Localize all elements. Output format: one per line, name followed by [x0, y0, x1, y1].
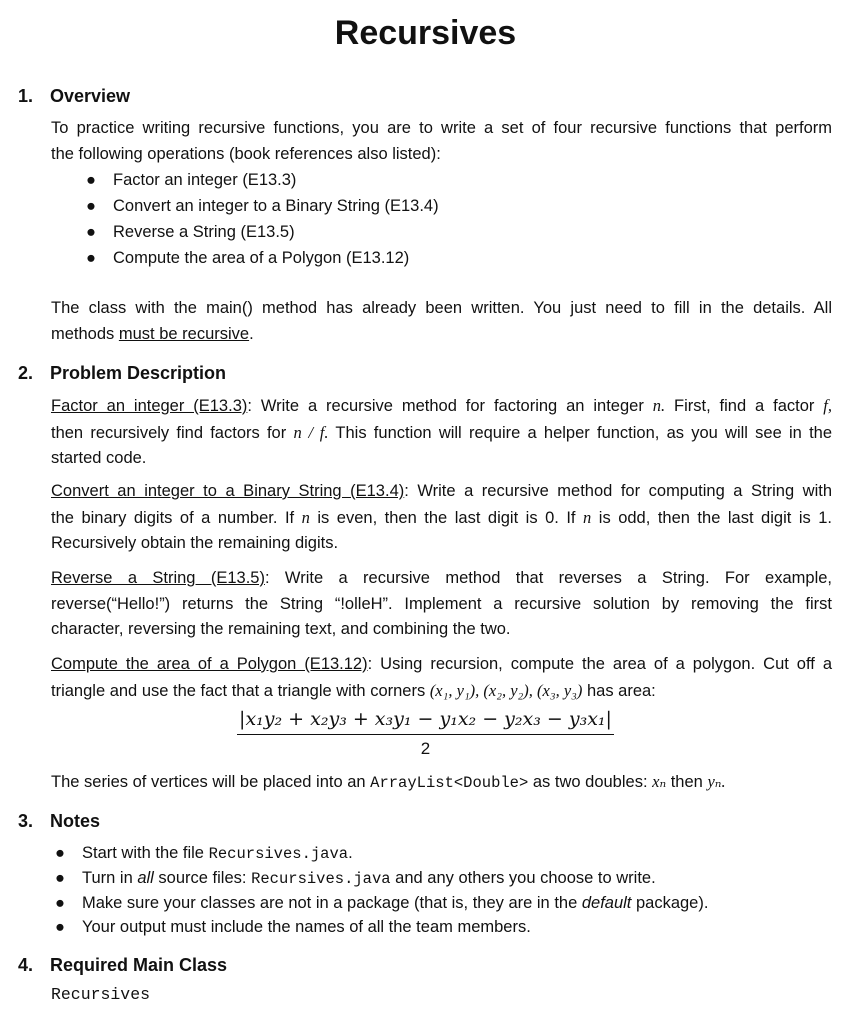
bullet-icon: ●	[86, 223, 96, 241]
vertices-note: The series of vertices will be placed into an ArrayList<Double> as two doubles: xₙ then yₙ.	[51, 772, 726, 792]
reverse-paragraph: Reverse a String (E13.5): Write a recursive method that reverses a String. For example, reverse(“Hello!”) returns the String “!olleH”. Implement a recursive solution by removing the first character, reversing the remaining text, and combining the two.	[51, 569, 833, 638]
section-heading-problem: 2. Problem Description	[18, 363, 227, 383]
bullet-icon: ●	[55, 918, 65, 936]
bullet-icon: ●	[55, 869, 65, 887]
page-title: Recursives	[334, 14, 517, 52]
bullet-icon: ●	[86, 197, 96, 215]
formula-numerator: |x₁y₂ + x₂y₃ + x₃y₁ − y₁x₂ − y₂x₃ − y₃x₁|	[237, 708, 614, 735]
polygon-paragraph: Compute the area of a Polygon (E13.12): Using recursion, compute the area of a polygon. Cut off a triangle and use the fact that a triangle with corners (x₁, y₁), (x₂, y₂), (x₃, y₃) has area:	[51, 655, 832, 700]
section-heading-main-class: 4. Required Main Class	[18, 955, 228, 975]
factor-paragraph: Factor an integer (E13.3): Write a recursive method for factoring an integer n. First, find a factor f, then recursively find factors for n / f. This function will require a helper function, as you will see in the started code.	[51, 396, 833, 467]
bullet-icon: ●	[86, 249, 96, 267]
bullet-icon: ●	[55, 894, 65, 912]
bullet-icon: ●	[55, 844, 65, 862]
overview-intro: To practice writing recursive functions, you are to write a set of four recursive functions that perform the following operations (book references also listed):	[51, 119, 832, 163]
section-heading-notes: 3. Notes	[18, 811, 101, 831]
binary-paragraph: Convert an integer to a Binary String (E13.4): Write a recursive method for computing a String with the binary digits of a number. If n is even, then the last digit is 0. If n is odd, then the last digit is 1. Recursively obtain the remaining digits.	[51, 482, 832, 552]
overview-class-note: The class with the main() method has already been written. You just need to fill in the details. All methods must be recursive.	[51, 299, 832, 343]
main-class-name: Recursives	[51, 985, 151, 1004]
bullet-icon: ●	[86, 171, 96, 189]
section-heading-overview: 1. Overview	[18, 86, 131, 106]
area-formula	[0, 708, 851, 759]
formula-denominator: 2	[420, 739, 431, 758]
